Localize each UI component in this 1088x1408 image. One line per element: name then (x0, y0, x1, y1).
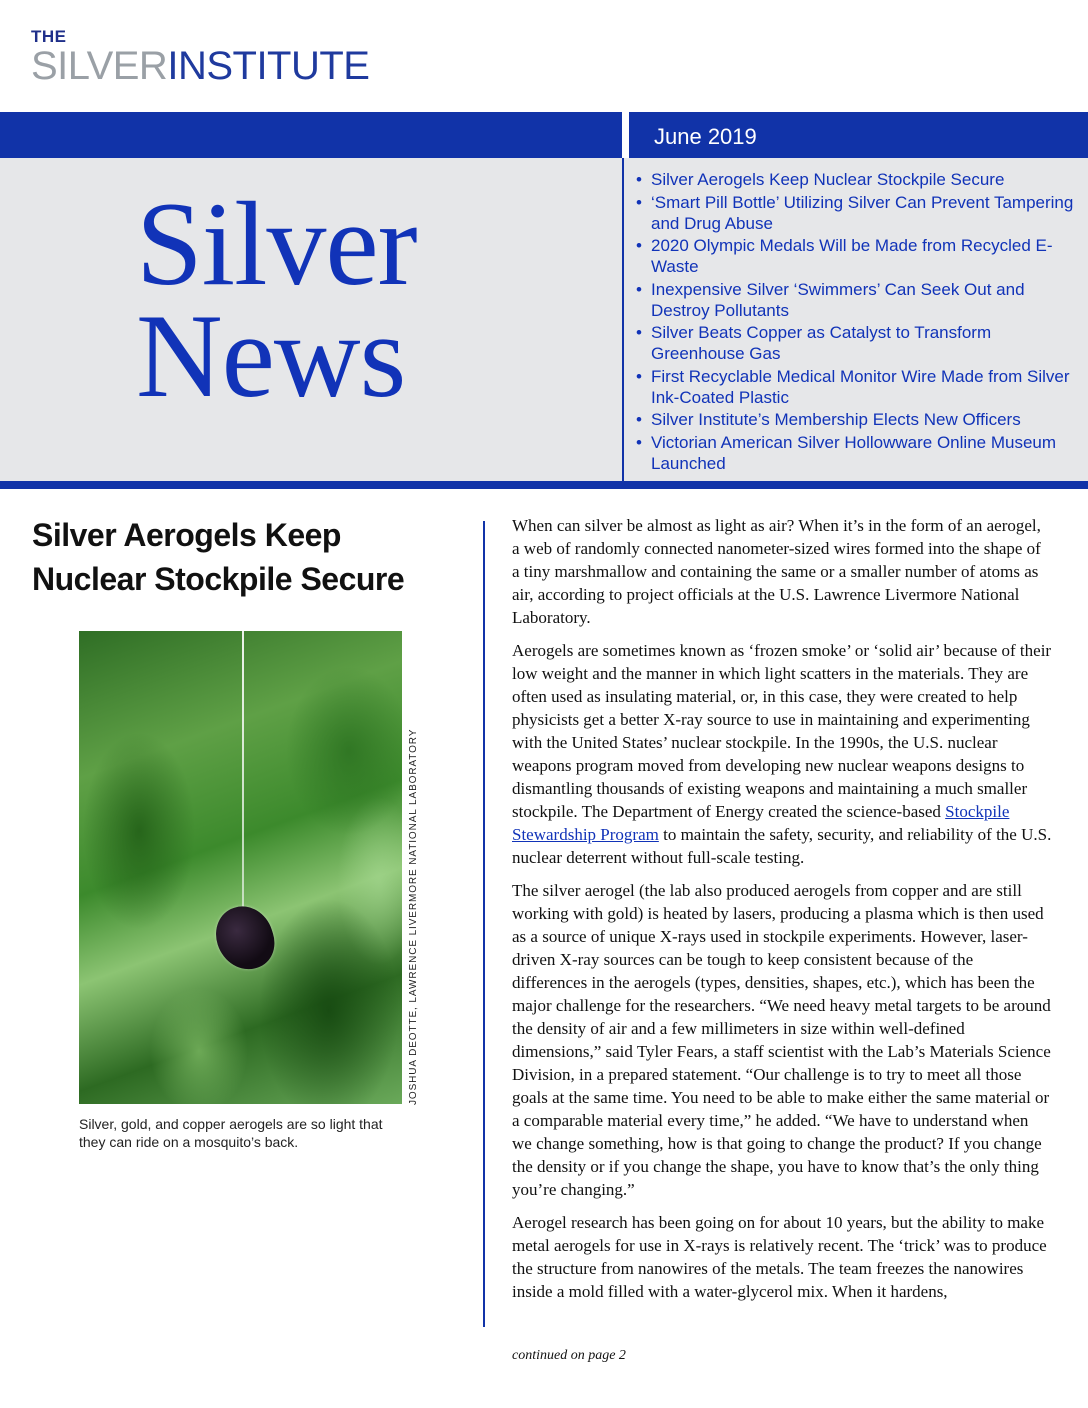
article-headline: Silver Aerogels Keep Nuclear Stockpile Secure (32, 517, 405, 597)
header-bar-divider (622, 112, 629, 158)
logo-the: THE (31, 27, 67, 46)
newsletter-title-line2: News (136, 289, 406, 422)
photo-credit: JOSHUA DEOTTE, LAWRENCE LIVERMORE NATIONAL LABORATORY (408, 728, 419, 1105)
toc-item[interactable]: • Silver Institute’s Membership Elects New Officers (636, 409, 1076, 430)
continued-note: continued on page 2 (512, 1348, 626, 1363)
toc-item[interactable]: • Inexpensive Silver ‘Swimmers’ Can Seek Out and Destroy Pollutants (636, 279, 1076, 321)
newsletter-title-line1: Silver (136, 177, 417, 310)
aerogel-photo (79, 631, 402, 1104)
article-paragraph: The silver aerogel (the lab also produced aerogels from copper and are still working with gold) is heated by lasers, producing a plasma which is then used as a source of unique X-rays used in stockpile experiments. However, laser-driven X-ray sources can be tough to keep consistent because of the differences in the aerogels (types, densities, shapes, etc.), which has been the major challenge for the researchers. “We need heavy metal targets to be around the density of air and a few millimeters in size within well-defined dimensions,” said Tyler Fears, a staff scientist with the Lab’s Materials Science Division, in a prepared statement. “Our challenge is to try to meet all those goals at the same time. You need to be able to make either the same material or a comparable material every time,” he added. “We have to understand when we change something, how is that going to change the product? If you change the density or if you change the shape, you have to know that’s the only thing you’re changing.” (512, 881, 1051, 1199)
stockpile-stewardship-link[interactable]: Stockpile Stewardship Program (512, 802, 1010, 844)
toc-item[interactable]: • Victorian American Silver Hollowware Online Museum Launched (636, 432, 1076, 474)
article-paragraph: When can silver be almost as light as air? When it’s in the form of an aerogel, a web of randomly connected nanometer-sized wires formed into the shape of a tiny marshmallow and containing the same or a smaller number of atoms as air, according to project officials at the U.S. Lawrence Livermore National Laboratory. (512, 516, 1041, 627)
column-divider (483, 521, 485, 1327)
header-bar (0, 112, 1088, 158)
logo-wordmark (31, 46, 370, 86)
logo-silver: SILVER (31, 44, 168, 88)
article-body (512, 514, 1052, 1313)
toc-item[interactable]: • Silver Aerogels Keep Nuclear Stockpile Secure (636, 169, 1076, 190)
masthead-divider (622, 158, 624, 481)
newsletter-title (136, 177, 417, 422)
toc-item[interactable]: • First Recyclable Medical Monitor Wire Made from Silver Ink-Coated Plastic (636, 366, 1076, 408)
toc-item[interactable]: • 2020 Olympic Medals Will be Made from Recycled E-Waste (636, 235, 1076, 277)
toc-item[interactable]: • ‘Smart Pill Bottle’ Utilizing Silver Can Prevent Tampering and Drug Abuse (636, 192, 1076, 234)
toc-item[interactable]: • Silver Beats Copper as Catalyst to Transform Greenhouse Gas (636, 322, 1076, 364)
logo-institute: INSTITUTE (167, 44, 370, 88)
masthead-bottom-rule (0, 481, 1088, 489)
photo-thread (242, 631, 244, 911)
silver-institute-logo (31, 28, 370, 86)
photo-aerogel-sphere (208, 899, 281, 977)
table-of-contents (636, 169, 1076, 475)
article-paragraph (512, 639, 1052, 869)
article-paragraph: Aerogel research has been going on for about 10 years, but the ability to make metal aerogels for use in X-rays is relatively recent. The ‘trick’ was to produce the structure from nanowires of the metals. The team freezes the nanowires inside a mold filled with a water-glycerol mix. When it hardens, (512, 1213, 1047, 1301)
issue-date: June 2019 (654, 124, 757, 149)
paragraph-text: Aerogels are sometimes known as ‘frozen smoke’ or ‘solid air’ because of their low weight and the manner in which light scatters in the materials. They are often used as insulating material, or, in this case, they were created to help physicists get a better X-ray source to use in maintaining and experimenting with the United States’ nuclear stockpile. In the 1990s, the U.S. nuclear weapons program moved from developing new nuclear weapons designs to dismantling thousands of existing weapons and maintaining a much smaller stockpile. The Department of Energy created the science-based (512, 641, 1052, 821)
photo-caption: Silver, gold, and copper aerogels are so light that they can ride on a mosquito’s back. (79, 1116, 383, 1150)
paragraph-text: to maintain the safety, security, and reliability of the U.S. nuclear deterrent without full-scale testing. (512, 825, 1052, 867)
